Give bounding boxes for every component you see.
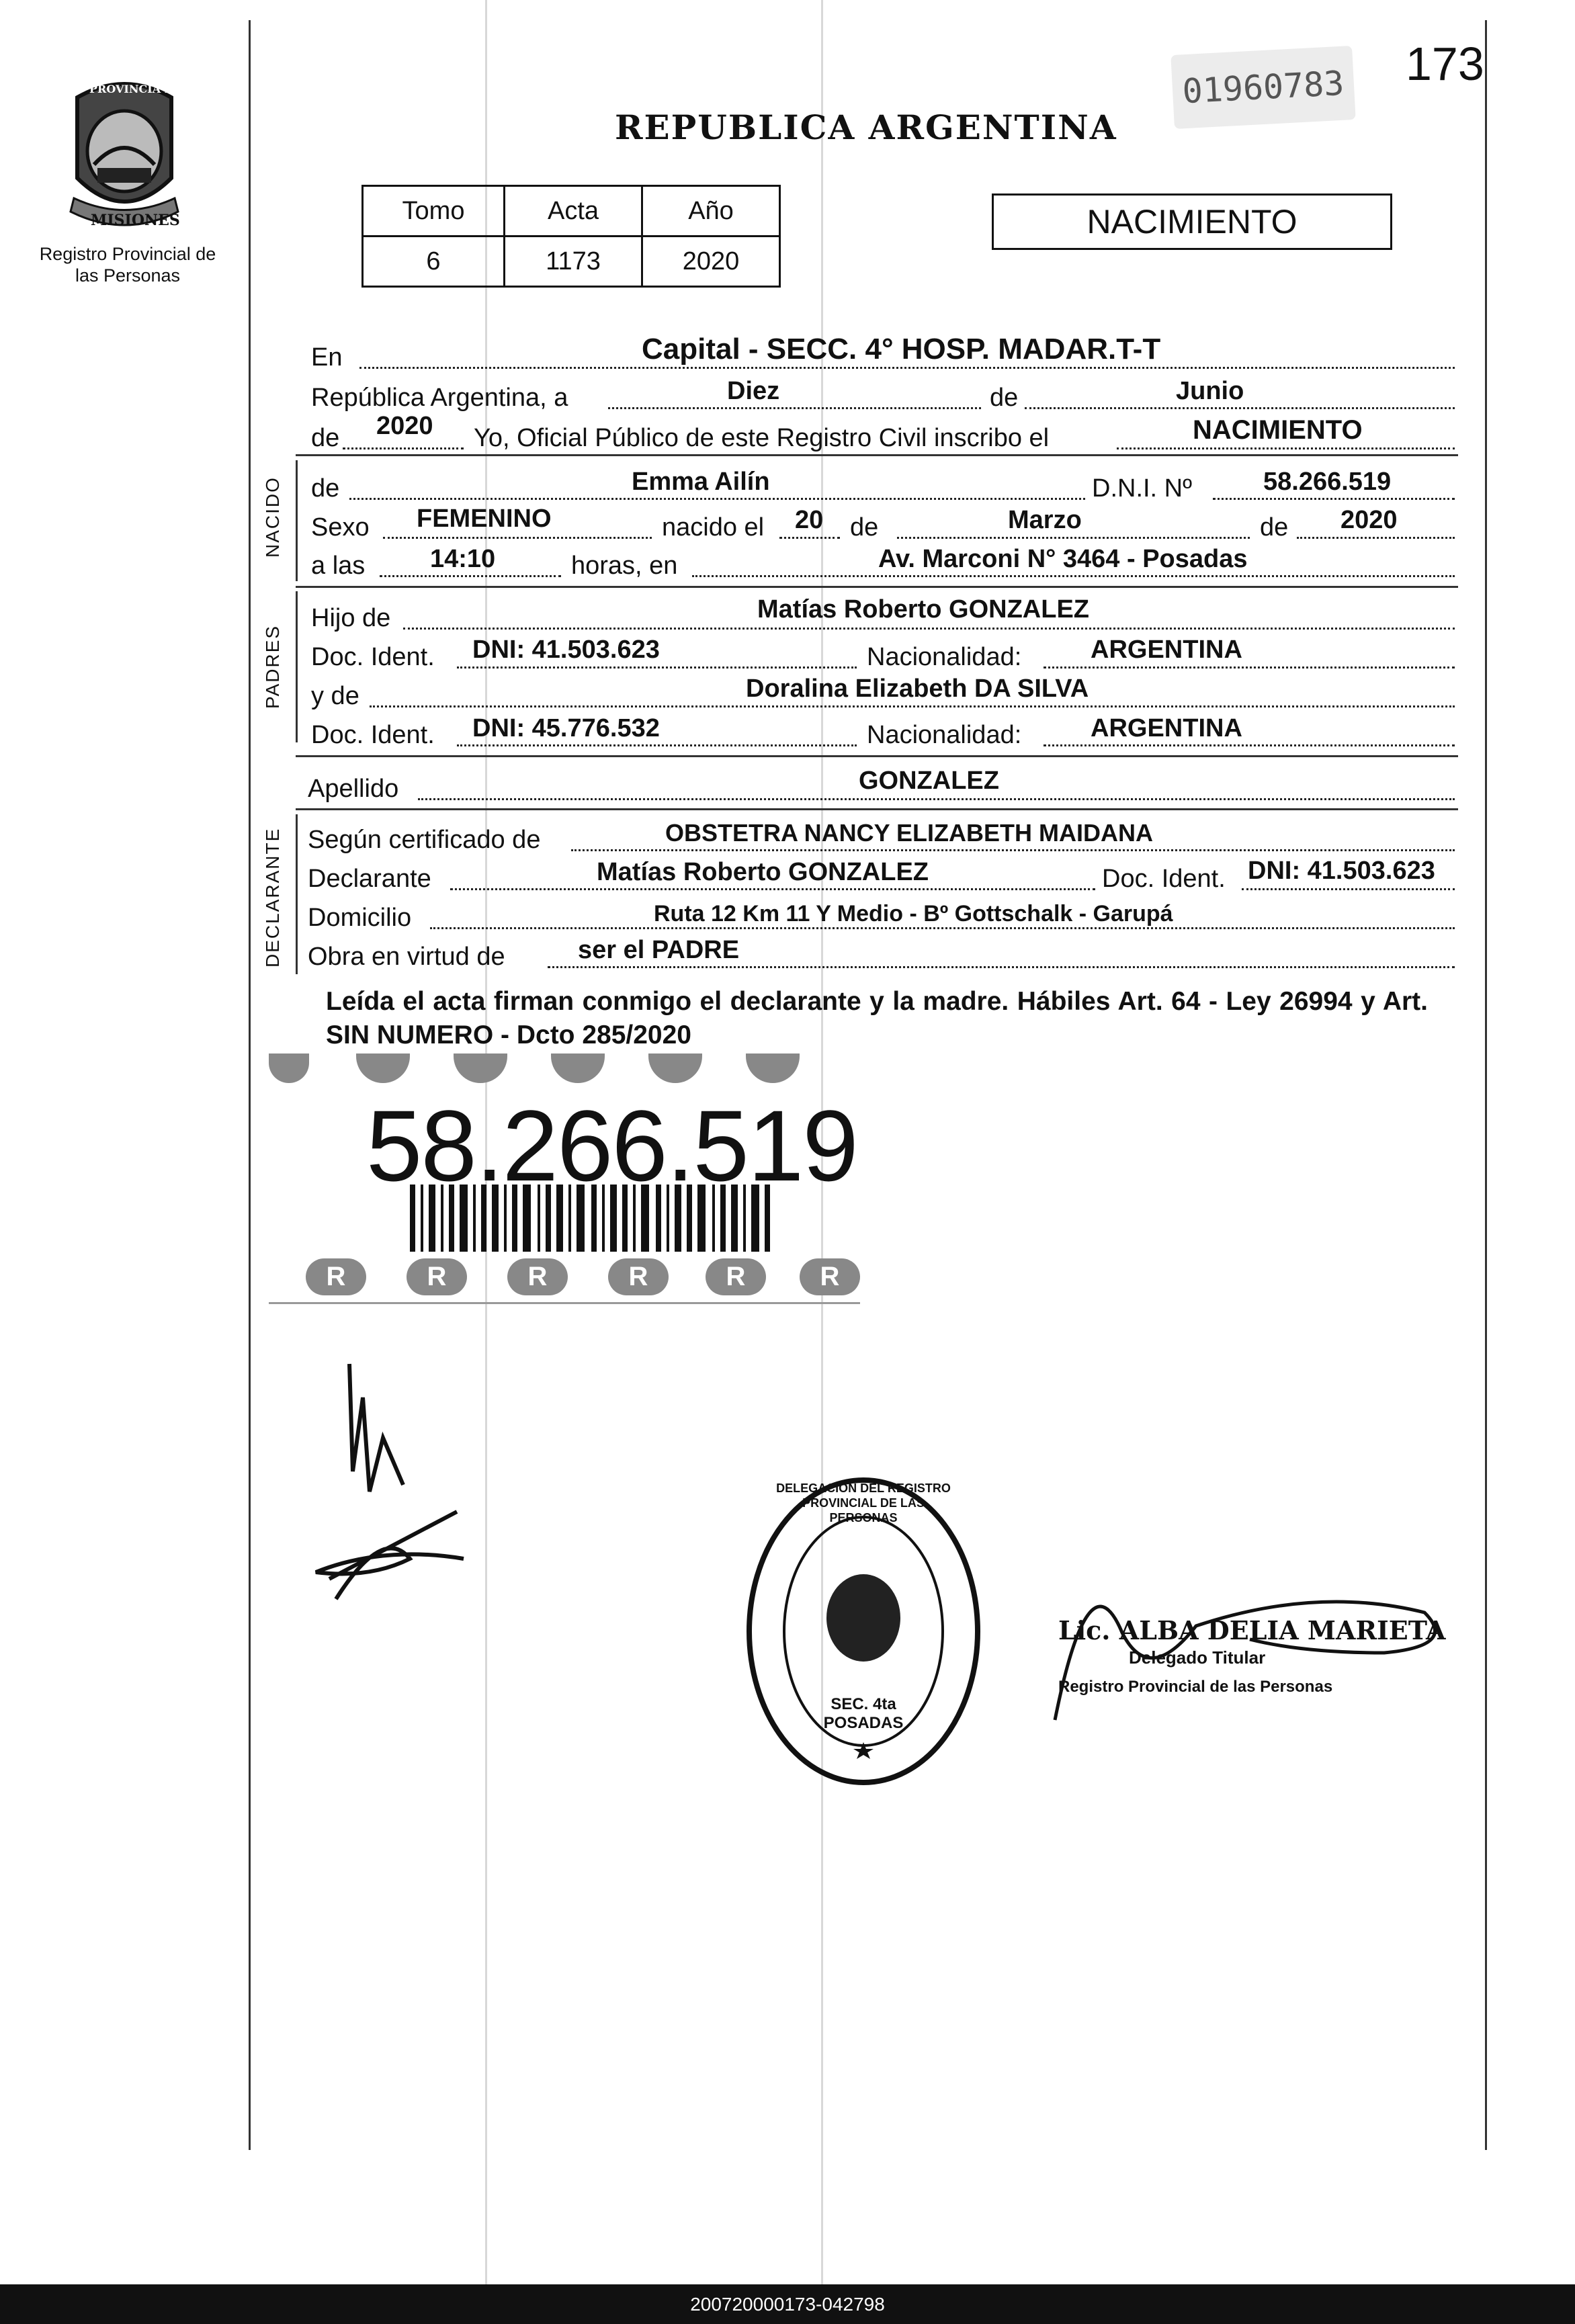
seal-ring-text: DELEGACION DEL REGISTRO PROVINCIAL DE LAS PERSONAS	[776, 1481, 951, 1524]
section-label-padres: PADRES	[262, 624, 283, 709]
dotted-line	[1025, 407, 1455, 409]
dotted-line	[692, 575, 1455, 577]
label-domicilio: Domicilio	[308, 904, 412, 932]
left-margin-line	[249, 20, 251, 2150]
record-type-box: NACIMIENTO	[992, 193, 1392, 250]
document-id-bar: 200720000173-042798	[0, 2284, 1575, 2324]
label-de-year: de	[311, 424, 340, 452]
value-hora: 14:10	[430, 545, 496, 573]
divider	[296, 454, 1458, 456]
label-doc-ident-madre: Doc. Ident.	[311, 721, 435, 749]
sticker-r-mark: R	[407, 1258, 467, 1295]
value-obra: ser el PADRE	[578, 936, 740, 964]
table-value-tomo: 6	[363, 236, 505, 287]
sticker-mark	[269, 1053, 309, 1083]
label-inscribo: Yo, Oficial Público de este Registro Civil inscribo el	[474, 424, 1050, 452]
official-seal	[746, 1477, 981, 1786]
dotted-line	[779, 537, 840, 539]
logo-text-top: PROVINCIA DE	[89, 83, 182, 95]
value-lugar-nac: Av. Marconi N° 3464 - Posadas	[878, 545, 1248, 573]
dotted-line	[897, 537, 1250, 539]
dotted-line	[571, 849, 1455, 851]
label-doc-ident-declarante: Doc. Ident.	[1102, 865, 1226, 893]
label-a-las: a las	[311, 552, 366, 580]
sticker-r-mark: R	[306, 1258, 366, 1295]
dotted-line	[1297, 537, 1455, 539]
logo-text-bottom: MISIONES	[91, 212, 180, 229]
dotted-line	[349, 498, 1085, 500]
label-de-name: de	[311, 474, 340, 503]
page-number: 173	[1406, 38, 1484, 90]
dotted-line	[457, 666, 857, 669]
stamp-name: Lic. ALBA DELIA MARIETA	[1058, 1615, 1446, 1645]
label-nacionalidad-madre: Nacionalidad:	[867, 721, 1022, 749]
value-mes: Junio	[1176, 377, 1244, 405]
serial-number: 01960783	[1170, 46, 1355, 129]
label-obra: Obra en virtud de	[308, 943, 505, 971]
sticker-r-mark: R	[608, 1258, 669, 1295]
dotted-line	[359, 367, 1455, 369]
sticker-mark	[454, 1053, 507, 1083]
value-lugar: Capital - SECC. 4° HOSP. MADAR.T-T	[642, 333, 1161, 365]
dotted-line	[418, 798, 1455, 800]
value-madre-nac: ARGENTINA	[1091, 714, 1242, 742]
section-bar	[296, 814, 298, 974]
table-header-acta: Acta	[505, 186, 642, 236]
section-bar	[296, 460, 298, 581]
value-padre-doc: DNI: 41.503.623	[472, 636, 660, 664]
value-declarante-doc: DNI: 41.503.623	[1248, 857, 1435, 885]
value-sexo: FEMENINO	[417, 505, 552, 533]
dotted-line	[1242, 888, 1455, 890]
dotted-line	[343, 447, 464, 449]
label-doc-ident-padre: Doc. Ident.	[311, 643, 435, 671]
right-margin-line	[1485, 20, 1487, 2150]
value-nombre: Emma Ailín	[632, 468, 770, 496]
label-de-month: de	[990, 384, 1019, 412]
closing-statement: Leída el acta firman conmigo el declarante y la madre. Hábiles Art. 64 - Ley 26994 y Art. SIN NUMERO - Dcto 285/2020	[326, 987, 1428, 1049]
label-nacionalidad-padre: Nacionalidad:	[867, 643, 1022, 671]
record-table	[361, 185, 781, 288]
sticker-mark	[551, 1053, 605, 1083]
table-value-anio: 2020	[642, 236, 780, 287]
table-header-anio: Año	[642, 186, 780, 236]
value-certificado: OBSTETRA NANCY ELIZABETH MAIDANA	[665, 819, 1153, 847]
dotted-line	[457, 744, 857, 746]
dotted-line	[370, 705, 1455, 707]
value-apellido: GONZALEZ	[859, 767, 999, 795]
label-sexo: Sexo	[311, 513, 370, 542]
value-declarante: Matías Roberto GONZALEZ	[597, 858, 929, 886]
declarant-signature	[289, 1357, 477, 1612]
dotted-line	[1044, 666, 1455, 669]
value-dia: Diez	[727, 377, 780, 405]
value-domicilio: Ruta 12 Km 11 Y Medio - Bº Gottschalk - Garupá	[654, 901, 1173, 927]
sticker-top-marks	[269, 1053, 860, 1087]
divider	[296, 808, 1458, 810]
divider	[296, 586, 1458, 588]
sticker-r-mark: R	[706, 1258, 766, 1295]
value-madre-doc: DNI: 45.776.532	[472, 714, 660, 742]
dotted-line	[608, 407, 981, 409]
section-label-declarante: DECLARANTE	[262, 827, 283, 967]
label-segun: Según certificado de	[308, 826, 541, 854]
dotted-line	[450, 888, 1095, 890]
dotted-line	[1117, 447, 1455, 449]
section-label-nacido: NACIDO	[262, 476, 283, 558]
label-en: En	[311, 343, 343, 372]
seal-center-text: SEC. 4ta POSADAS	[823, 1695, 904, 1732]
sticker-r-mark: R	[507, 1258, 568, 1295]
stamp-title: Delegado Titular	[1129, 1647, 1266, 1668]
value-padre-nac: ARGENTINA	[1091, 636, 1242, 664]
dotted-line	[1044, 744, 1455, 746]
label-hijo-de: Hijo de	[311, 604, 391, 632]
divider	[296, 755, 1458, 757]
label-y-de: y de	[311, 682, 359, 710]
label-republica: República Argentina, a	[311, 384, 568, 412]
label-dni: D.N.I. Nº	[1092, 474, 1192, 503]
value-madre: Doralina Elizabeth DA SILVA	[746, 675, 1089, 703]
stamp-office: Registro Provincial de las Personas	[1058, 1678, 1333, 1696]
label-horas-en: horas, en	[571, 552, 678, 580]
registry-name: Registro Provincial de las Personas	[39, 244, 216, 286]
label-nacido-el: nacido el	[662, 513, 765, 542]
label-declarante: Declarante	[308, 865, 431, 893]
dotted-line	[380, 575, 561, 577]
table-value-acta: 1173	[505, 236, 642, 287]
table-header-tomo: Tomo	[363, 186, 505, 236]
label-de-bmonth: de	[850, 513, 879, 542]
page-title: REPUBLICA ARGENTINA	[615, 107, 1117, 147]
province-logo	[57, 77, 191, 239]
sticker-number: 58.266.519	[366, 1089, 857, 1202]
value-dia-nac: 20	[795, 506, 824, 534]
dotted-line	[403, 628, 1455, 630]
dotted-line	[383, 537, 652, 539]
dotted-line	[1213, 498, 1455, 500]
sticker-mark	[648, 1053, 702, 1083]
value-anio-nac: 2020	[1340, 506, 1398, 534]
value-tipo-inscripcion: NACIMIENTO	[1193, 415, 1363, 445]
label-de-byear: de	[1260, 513, 1289, 542]
section-bar	[296, 591, 298, 742]
value-padre: Matías Roberto GONZALEZ	[757, 595, 1090, 623]
sticker-bottom-marks	[269, 1258, 860, 1299]
value-dni: 58.266.519	[1263, 468, 1392, 496]
sticker-mark	[746, 1053, 800, 1083]
dotted-line	[548, 966, 1455, 968]
sticker-mark	[356, 1053, 410, 1083]
sticker-r-mark: R	[800, 1258, 860, 1295]
label-apellido: Apellido	[308, 775, 399, 803]
value-mes-nac: Marzo	[1008, 506, 1082, 534]
value-anio: 2020	[376, 412, 433, 440]
